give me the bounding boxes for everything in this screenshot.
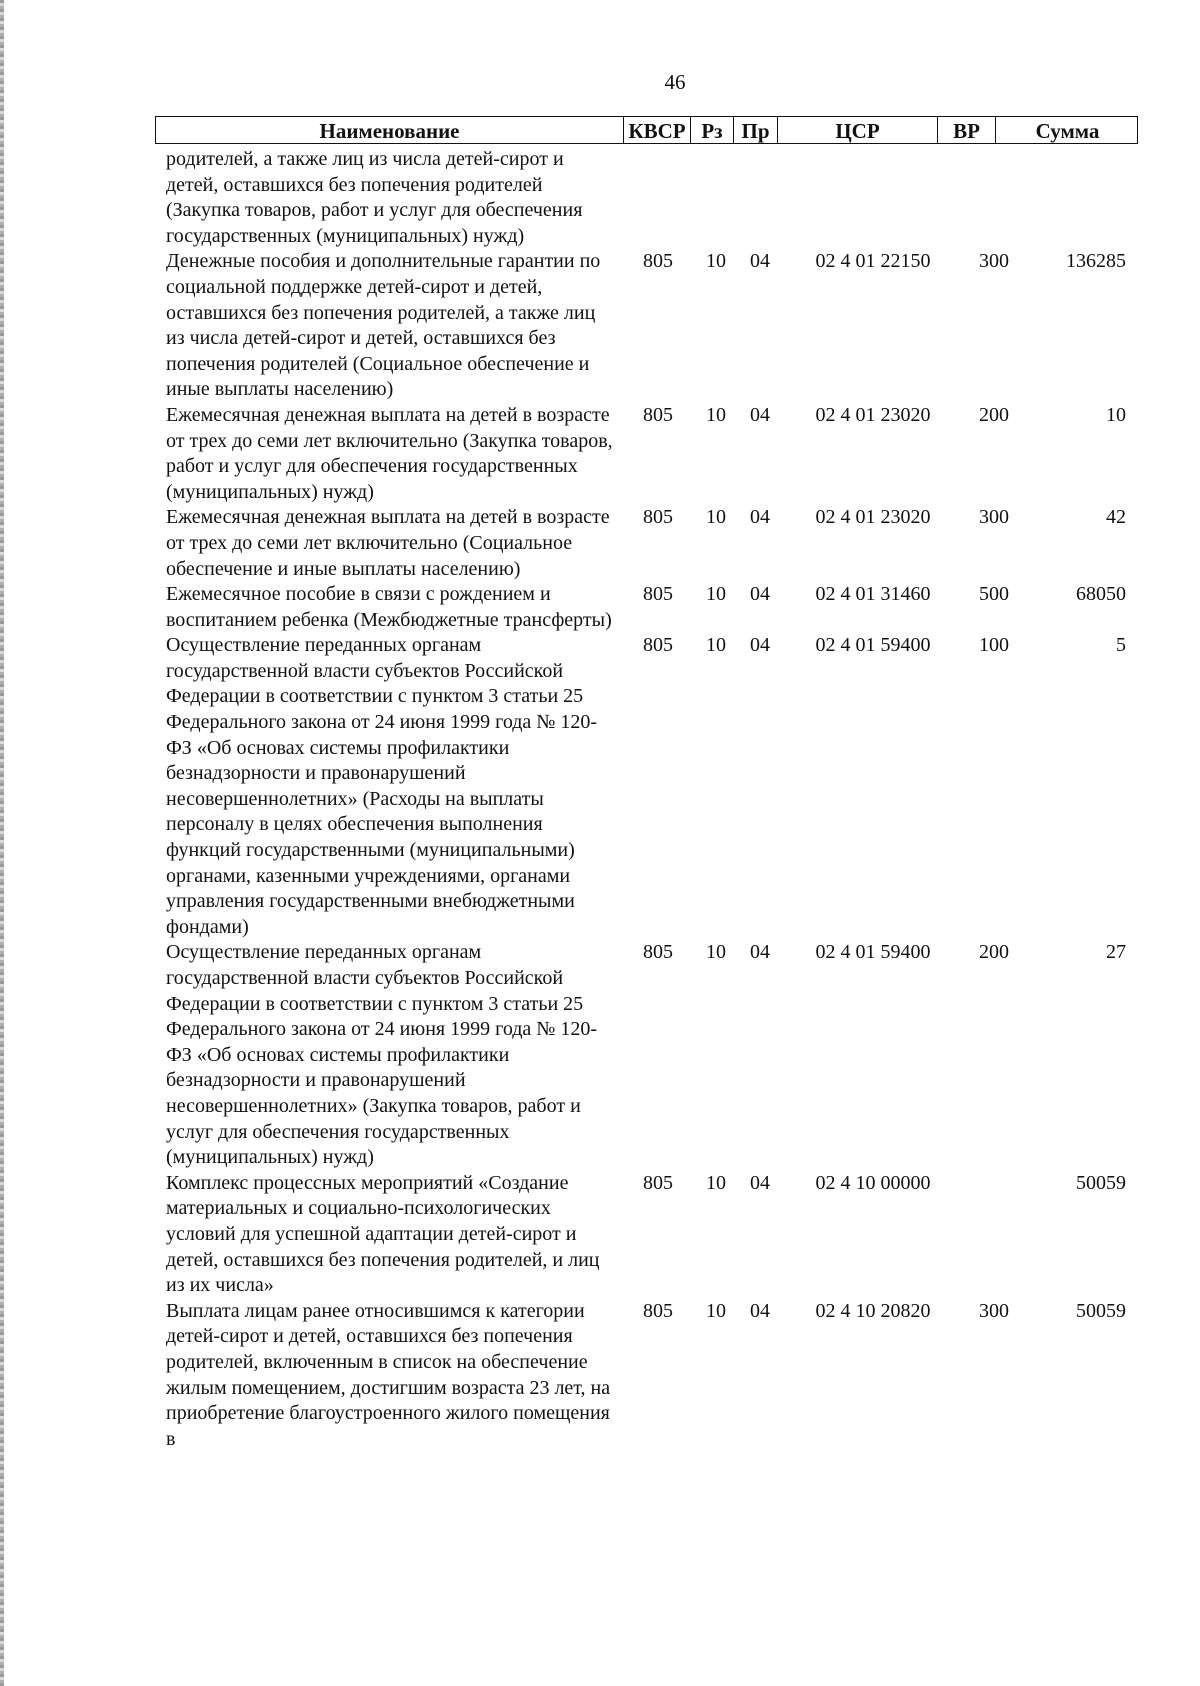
- header-vr: ВР: [937, 117, 995, 143]
- row-name: Осуществление переданных органам государственной власти субъектов Российской Федерации в соответствии с пунктом 3 статьи 25 Федерального закона от 24 июня 1999 года № 120-ФЗ «Об основах системы профилактики безнадзорности и правонарушений несовершеннолетних» (Расходы на выплаты персоналу в целях обеспечения выполнения функций государственными (муниципальными) органами, казенными учреждениями, органами управления государственными внебюджетными фондами): [166, 634, 598, 938]
- row-kvsr: 805: [643, 634, 673, 657]
- row-csr: 02 4 01 23020: [815, 506, 931, 529]
- row-csr: 02 4 01 31460: [815, 583, 931, 606]
- row-csr: 02 4 01 23020: [815, 403, 931, 426]
- row-vr: 500: [979, 583, 1009, 606]
- row-sum: 5: [1116, 634, 1126, 657]
- row-rz: 10: [706, 1171, 726, 1194]
- table-header: [155, 116, 1138, 144]
- row-csr: 02 4 10 00000: [815, 1171, 931, 1194]
- table-row: [0, 940, 1200, 1170]
- row-name: Денежные пособия и дополнительные гарантии по социальной поддержке детей-сирот и детей, оставшихся без попечения родителей, а также лиц из числа детей-сирот и детей, оставшихся без попечения родителей (Социальное обеспечение и иные выплаты населению): [166, 250, 601, 401]
- row-kvsr: 805: [643, 250, 673, 273]
- page-number: 46: [664, 70, 686, 94]
- header-rz: Рз: [690, 117, 733, 143]
- row-sum: 10: [1106, 403, 1126, 426]
- row-sum: 136285: [1066, 250, 1126, 273]
- row-pr: 04: [750, 506, 770, 529]
- row-rz: 10: [706, 506, 726, 529]
- row-pr: 04: [750, 583, 770, 606]
- table-body: [0, 147, 1200, 1452]
- header-kvsr: КВСР: [623, 117, 690, 143]
- row-kvsr: 805: [643, 583, 673, 606]
- row-vr: 200: [979, 403, 1009, 426]
- row-csr: 02 4 01 22150: [815, 250, 931, 273]
- table-row: [0, 505, 1200, 582]
- table-row: [0, 1171, 1200, 1299]
- row-vr: 300: [979, 506, 1009, 529]
- header-pr: Пр: [733, 117, 777, 143]
- row-sum: 50059: [1076, 1299, 1126, 1322]
- row-kvsr: 805: [643, 1299, 673, 1322]
- row-name: Выплата лицам ранее относившимся к категории детей-сирот и детей, оставшихся без попечения родителей, включенным в список на обеспечение жилым помещением, достигшим возраста 23 лет, на приобретение благоустроенного жилого помещения в: [166, 1299, 611, 1450]
- row-name: Ежемесячная денежная выплата на детей в возрасте от трех до семи лет включительно (Закупка товаров, работ и услуг для обеспечения государственных (муниципальных) нужд): [166, 403, 613, 503]
- row-vr: 300: [979, 250, 1009, 273]
- row-pr: 04: [750, 634, 770, 657]
- row-rz: 10: [706, 634, 726, 657]
- table-row: [0, 403, 1200, 505]
- row-pr: 04: [750, 1299, 770, 1322]
- row-pr: 04: [750, 1171, 770, 1194]
- row-kvsr: 805: [643, 1171, 673, 1194]
- row-rz: 10: [706, 583, 726, 606]
- row-sum: 50059: [1076, 1171, 1126, 1194]
- row-name: Осуществление переданных органам государственной власти субъектов Российской Федерации в соответствии с пунктом 3 статьи 25 Федерального закона от 24 июня 1999 года № 120-ФЗ «Об основах системы профилактики безнадзорности и правонарушений несовершеннолетних» (Закупка товаров, работ и услуг для обеспечения государственных (муниципальных) нужд): [166, 941, 598, 1169]
- row-pr: 04: [750, 941, 770, 964]
- row-vr: 100: [979, 634, 1009, 657]
- row-csr: 02 4 01 59400: [815, 634, 931, 657]
- row-name: Ежемесячное пособие в связи с рождением и воспитанием ребенка (Межбюджетные трансферты): [166, 583, 612, 631]
- row-rz: 10: [706, 403, 726, 426]
- row-name: Ежемесячная денежная выплата на детей в возрасте от трех до семи лет включительно (Социальное обеспечение и иные выплаты населению): [166, 506, 610, 580]
- table-row: [0, 633, 1200, 940]
- row-rz: 10: [706, 1299, 726, 1322]
- row-kvsr: 805: [643, 506, 673, 529]
- row-vr: 200: [979, 941, 1009, 964]
- table-row: [0, 147, 1200, 249]
- row-sum: 68050: [1076, 583, 1126, 606]
- row-sum: 42: [1106, 506, 1126, 529]
- row-rz: 10: [706, 250, 726, 273]
- table-row: [0, 582, 1200, 633]
- header-sum: Сумма: [995, 117, 1139, 143]
- header-name: Наименование: [319, 119, 460, 143]
- row-csr: 02 4 10 20820: [815, 1299, 931, 1322]
- row-pr: 04: [750, 250, 770, 273]
- table-row: [0, 1299, 1200, 1453]
- row-name: родителей, а также лиц из числа детей-сирот и детей, оставшихся без попечения родителей (Закупка товаров, работ и услуг для обеспечения государственных (муниципальных) нужд): [166, 148, 583, 247]
- table-row: [0, 249, 1200, 403]
- row-rz: 10: [706, 941, 726, 964]
- row-vr: 300: [979, 1299, 1009, 1322]
- row-kvsr: 805: [643, 403, 673, 426]
- row-sum: 27: [1106, 941, 1126, 964]
- header-csr: ЦСР: [777, 117, 937, 143]
- row-pr: 04: [750, 403, 770, 426]
- row-name: Комплекс процессных мероприятий «Создание материальных и социально-психологических условий для успешной адаптации детей-сирот и детей, оставшихся без попечения родителей, и лиц из их числа»: [166, 1171, 600, 1297]
- row-kvsr: 805: [643, 941, 673, 964]
- row-csr: 02 4 01 59400: [815, 941, 931, 964]
